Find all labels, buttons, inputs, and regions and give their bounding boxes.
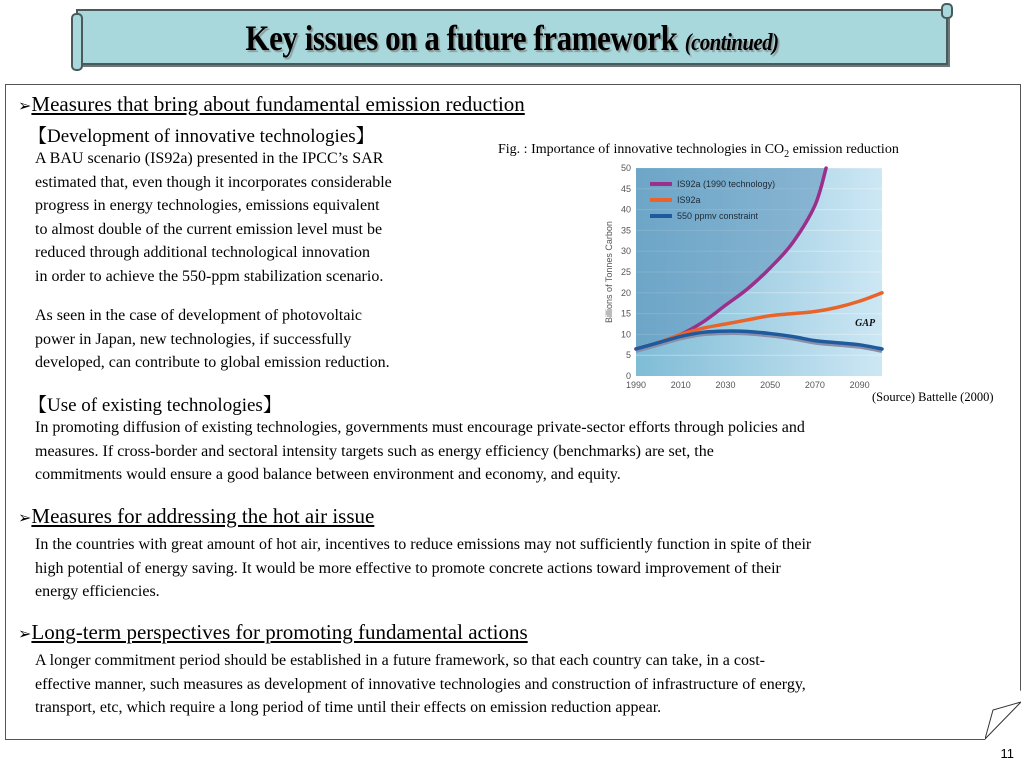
- subsection-heading-innovative: 【Development of innovative technologies】: [28, 126, 375, 147]
- emissions-chart: [595, 160, 895, 400]
- figure-source: (Source) Battelle (2000): [872, 390, 994, 404]
- title-banner: [76, 9, 948, 65]
- x-tick-label: 2090: [849, 380, 870, 390]
- y-tick-label: 50: [620, 163, 631, 173]
- section-heading-long-term: ➢Long-term perspectives for promoting fundamental actions: [18, 620, 528, 644]
- legend-label: IS92a (1990 technology): [677, 179, 776, 189]
- x-tick-label: 1990: [625, 380, 647, 390]
- y-tick-label: 30: [620, 246, 631, 257]
- paragraph-bau: A BAU scenario (IS92a) presented in the IPCC’s SAR estimated that, even though it incorporates considerable progress in energy technologies, emissions equivalent to almost double of the current emission level must be reduced through additional technological innovation in order to achieve the 550-ppm stabilization scenario.: [35, 150, 392, 285]
- y-tick-label: 35: [620, 225, 631, 236]
- paragraph-long-term: A longer commitment period should be established in a future framework, so that each country can take, in a cost- effective manner, such measures as development of innovative technologies and construction of infrastructure of energy, transport, etc, which require a long period of time until their effects on emission reduction appear.: [35, 652, 806, 716]
- y-axis-label: Billions of Tonnes Carbon: [604, 221, 614, 323]
- y-tick-label: 10: [620, 329, 631, 340]
- scroll-curl-left: [71, 13, 83, 71]
- x-tick-label: 2070: [804, 380, 825, 390]
- legend-label: IS92a: [677, 195, 701, 205]
- paragraph-existing: In promoting diffusion of existing technologies, governments must encourage private-sector efforts through policies and measures. If cross-border and sectoral intensity targets such as energy efficiency (benchmarks) are set, the commitments would ensure a good balance between environment and economy, and equity.: [35, 419, 805, 483]
- y-tick-label: 0: [625, 371, 631, 381]
- page-fold-icon: [985, 690, 1021, 740]
- y-tick-label: 15: [620, 308, 631, 319]
- figure-caption: Fig. : Importance of innovative technologies in $CO_2$ emission reduction: [498, 142, 899, 160]
- x-tick-label: 2050: [760, 380, 781, 390]
- paragraph-hot-air: In the countries with great amount of hot air, incentives to reduce emissions may not sufficiently function in spite of their high potential of energy saving. It would be more effective to promote concrete actions toward improvement of their energy efficiencies.: [35, 536, 812, 600]
- title-main: Key issues on a future framework: [245, 18, 678, 58]
- paragraph-photovoltaic: As seen in the case of development of photovoltaic power in Japan, new technologies, if successfully developed, can contribute to global emission reduction.: [35, 307, 390, 371]
- arrow-bullet-icon: ➢: [18, 508, 32, 527]
- legend-label: 550 ppmv constraint: [677, 211, 759, 221]
- title-sub: (continued): [684, 30, 779, 56]
- gap-annotation: GAP: [855, 318, 876, 330]
- x-tick-label: 2010: [670, 380, 691, 390]
- arrow-bullet-icon: ➢: [18, 96, 32, 115]
- y-tick-label: 20: [620, 287, 631, 298]
- y-tick-label: 45: [620, 183, 631, 194]
- section-heading-hot-air: ➢Measures for addressing the hot air issue: [18, 504, 375, 528]
- subsection-heading-existing: 【Use of existing technologies】: [28, 395, 282, 416]
- scroll-curl-right: [941, 3, 953, 19]
- page-number: 11: [1000, 746, 1014, 761]
- x-tick-label: 2030: [715, 380, 736, 390]
- y-tick-label: 5: [625, 350, 631, 361]
- arrow-bullet-icon: ➢: [18, 624, 32, 643]
- y-tick-label: 40: [620, 204, 631, 215]
- y-tick-label: 25: [620, 267, 631, 277]
- page-title: [139, 17, 885, 59]
- section-heading-fundamental: ➢Measures that bring about fundamental emission reduction: [18, 92, 525, 116]
